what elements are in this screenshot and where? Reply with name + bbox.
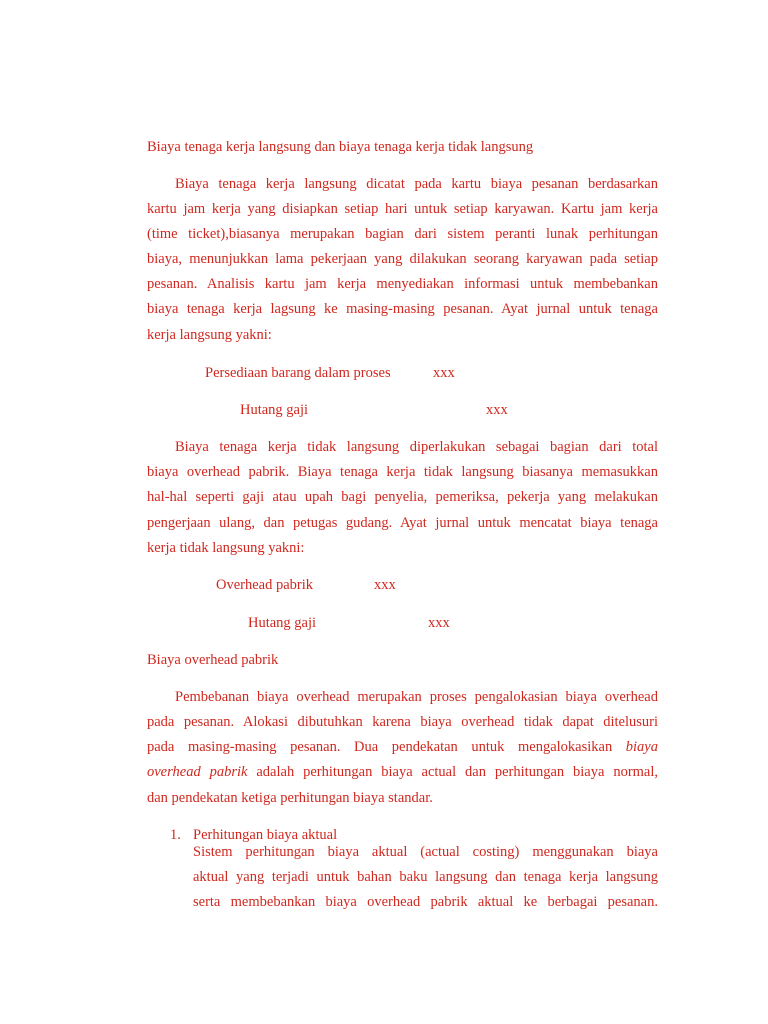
section-heading-labor: Biaya tenaga kerja langsung dan biaya tenaga kerja tidak langsung (147, 139, 534, 155)
paragraph-line: Biaya tenaga kerja langsung dicatat pada kartu biaya pesanan berdasarkan (175, 176, 658, 192)
list-item-line: aktual yang terjadi untuk bahan baku langsung dan tenaga kerja langsung (193, 869, 658, 885)
paragraph-text: adalah perhitungan biaya actual dan perhitungan biaya normal, (256, 764, 658, 780)
paragraph-text: pada masing-masing pesanan. Dua pendekatan untuk mengalokasikan (147, 739, 613, 755)
list-item-line: Sistem perhitungan biaya aktual (actual costing) menggunakan biaya (193, 844, 658, 860)
paragraph-line: kerja tidak langsung yakni: (147, 540, 305, 556)
paragraph-line: biaya, menunjukkan lama pekerjaan yang dilakukan seorang karyawan pada setiap (147, 251, 658, 267)
paragraph-line: biaya tenaga kerja lagsung ke masing-masing pesanan. Ayat jurnal untuk tenaga (147, 301, 658, 317)
journal-credit-account: Hutang gaji (248, 615, 317, 631)
italic-term: biaya (625, 739, 658, 755)
list-item-title: Perhitungan biaya aktual (193, 827, 338, 843)
list-item-line: serta membebankan biaya overhead pabrik aktual ke berbagai pesanan. (193, 894, 658, 910)
journal-credit-account: Hutang gaji (240, 402, 309, 418)
paragraph-line: kerja langsung yakni: (147, 327, 272, 343)
paragraph-line: kartu jam kerja yang disiapkan setiap hari untuk setiap karyawan. Kartu jam kerja (147, 201, 658, 217)
journal-debit-amount: xxx (433, 365, 455, 381)
journal-credit-amount: xxx (428, 615, 450, 631)
section-heading-overhead: Biaya overhead pabrik (147, 652, 279, 668)
paragraph-line: pesanan. Analisis kartu jam kerja menyediakan informasi untuk membebankan (147, 276, 658, 292)
journal-debit-amount: xxx (374, 577, 396, 593)
paragraph-line: pengerjaan ulang, dan petugas gudang. Ayat jurnal untuk mencatat biaya tenaga (147, 515, 658, 531)
journal-debit-account: Overhead pabrik (216, 577, 314, 593)
paragraph-line: biaya overhead pabrik. Biaya tenaga kerja tidak langsung biasanya memasukkan (147, 464, 658, 480)
list-number: 1. (170, 827, 181, 843)
paragraph-line (147, 738, 658, 756)
paragraph-line (147, 763, 658, 781)
journal-credit-amount: xxx (486, 402, 508, 418)
paragraph-line: Biaya tenaga kerja tidak langsung diperlakukan sebagai bagian dari total (175, 439, 658, 455)
paragraph-line: (time ticket),biasanya merupakan bagian dari sistem peranti lunak perhitungan (147, 226, 658, 242)
paragraph-line: dan pendekatan ketiga perhitungan biaya standar. (147, 790, 433, 806)
paragraph-line: Pembebanan biaya overhead merupakan proses pengalokasian biaya overhead (175, 689, 658, 705)
paragraph-line: hal-hal seperti gaji atau upah bagi penyelia, pemeriksa, pekerja yang melakukan (147, 489, 658, 505)
italic-term: overhead pabrik (147, 764, 248, 780)
journal-debit-account: Persediaan barang dalam proses (205, 365, 391, 381)
paragraph-line: pada pesanan. Alokasi dibutuhkan karena biaya overhead tidak dapat ditelusuri (147, 714, 658, 730)
